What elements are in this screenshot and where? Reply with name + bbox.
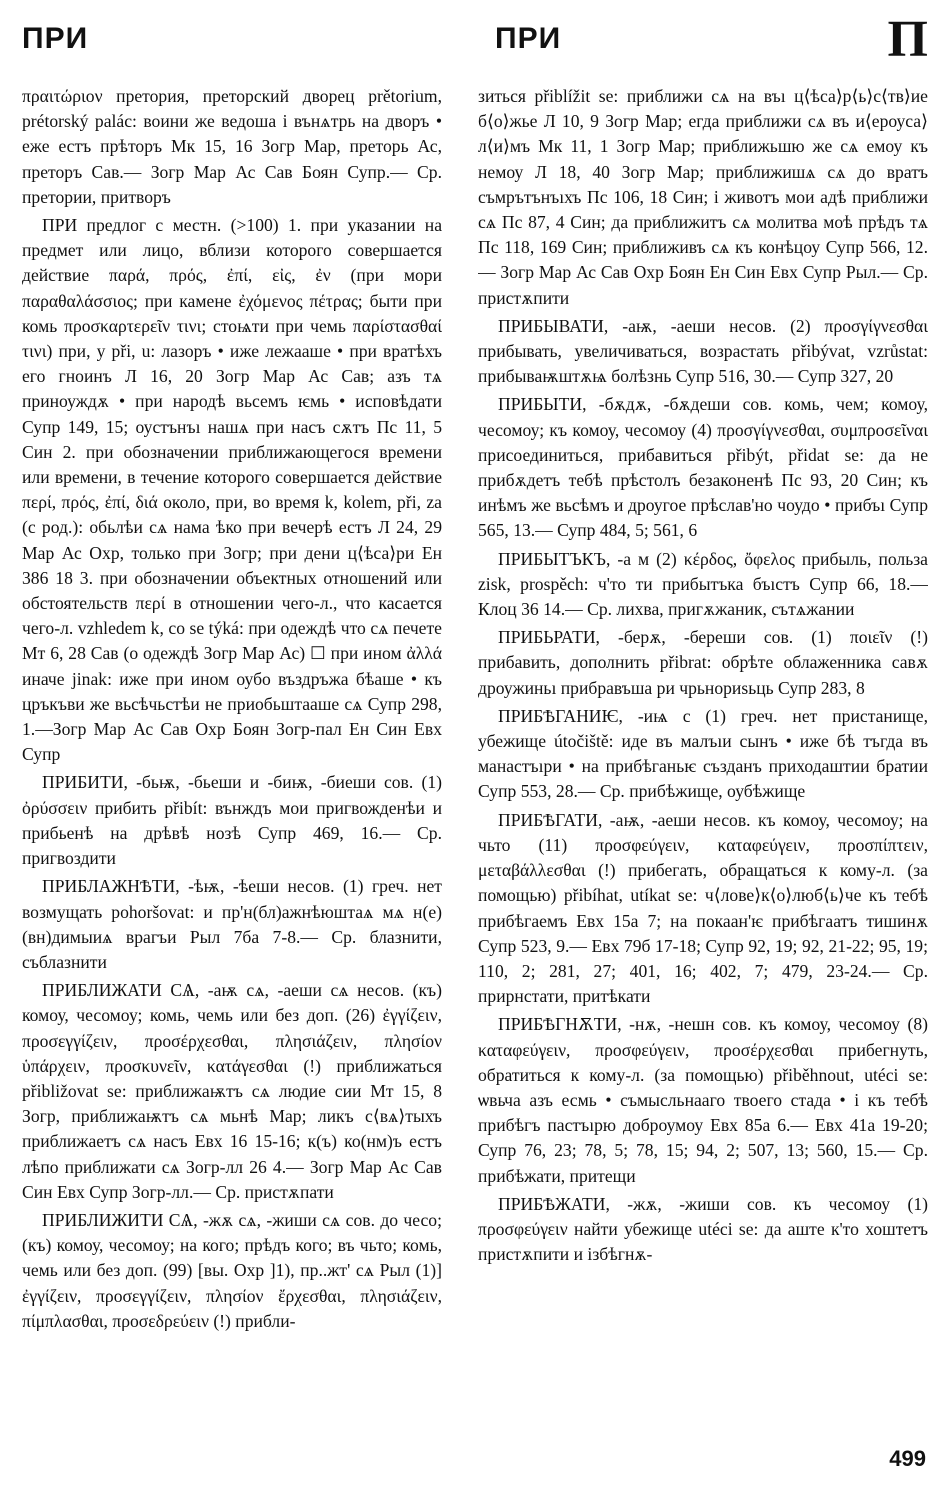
- running-head-left: ПРИ: [22, 22, 89, 55]
- left-column: [22, 84, 442, 1454]
- dictionary-entry: ПРИБЛАЖНѢТИ, -ѣѭ, -ѣеши несов. (1) греч. нет возмущать pohoršovat: и пр'н(бл)ажнѣюштаѧ мѧ н(е) (вн)димыиѧ врагъи Рыл 7ба 7-8.— Ср. блазнити, съблазнити: [22, 876, 442, 972]
- dictionary-entry: ПРИБЛИЖИТИ СѦ, -жѫ сѧ, -жиши сѧ сов. до чесо; (къ) комоу, чесомоу; на кого; прѣдъ кого; въ чьто; комь, чемь или без доп. (99) [вы. Охр ]1), пр..жт' сѧ Рыл (1)] ἐγγίζειν, προσεγγίζειν, πλησίον ἔρχεσθαι, πλησιάζειν, πίμπλασθαι, προσεδρεύειν (!) прибли-: [22, 1209, 442, 1331]
- dictionary-entry: πραιτώριον претория, преторский дворец prětorium, prétorský palác: воини же ведоша і вънѧтрь на дворъ • еже естъ прѣторъ Мк 15, 16 Зогр Мар, преторь Ас, преторъ Сав.— Зогр Мар Ас Сав Боян Супр.— Ср. претории, притворъ: [22, 86, 442, 207]
- running-head-middle: ПРИ: [495, 22, 562, 55]
- right-column: [478, 84, 928, 1454]
- dictionary-entry: ПРИБѢЖАТИ, -жѫ, -жиши сов. къ чесомоу (1) προσφεύγειν найти убежище utéci se: да аште к'то хоштетъ пристѫпити и ізбѣгнѫ-: [478, 1193, 928, 1265]
- dictionary-entry: ПРИБЬРАТИ, -берѫ, -береши сов. (1) ποιεῖν (!) прибавить, дополнить přibrat: обрѣте облаженника савѫ дроужиньı прибравъша ри чрьнориѕьць Супр 283, 8: [478, 627, 928, 698]
- dictionary-entry: зиться přiblížit se: приближи сѧ на въı ц⟨ѣса⟩р⟨ь⟩с⟨тв⟩ие б⟨о⟩жье Л 10, 9 Зогр Мар; егда приближи сѧ въ и⟨ероуса⟩л⟨и⟩мъ Мк 11, 1 Зогр Мар; приближьшю же сѧ емоу къ немоу Л 18, 40 Зогр Мар; приближишѧ сѧ до вратъ съмрътънъıхъ Пс 106, 18 Син; і животъ мои адѣ приближи сѧ Пс 87, 4 Син; да приближитъ сѧ молитва моѣ прѣдъ тѧ Пс 118, 169 Син; приближивъ сѧ къ конѣцоу Супр 566, 12.— Зогр Мар Ас Сав Охр Боян Ен Син Евх Супр Рыл.— Ср. пристѫпити: [478, 86, 928, 308]
- dictionary-entry: ПРИБЫТИ, -бѫдѫ, -бѫдеши сов. комь, чем; комоу, чесомоу; къ комоу, чесомоу (4) προσγίγνεσθαι, συμπροσεῖναι присоединиться, прибавиться přibýt, přidat se: да не прибѫдетъ тебѣ прѣстолъ безаконенѣ Пс 93, 20 Син; къ инѣмъ же вьсѣмъ и дроугое прѣслав'но чоудо • прибъı Супр 565, 13.— Супр 484, 5; 561, 6: [478, 394, 928, 541]
- dictionary-entry: ПРИБЫВАТИ, -аѭ, -аеши несов. (2) προσγίγνεσθαι прибывать, увеличиваться, возрастать přibývat, vzrůstat: прибываѭштѫѩ болѣзнь Супр 516, 30.— Супр 327, 20: [478, 315, 928, 387]
- dictionary-entry: ПРИБѢГАТИ, -аѭ, -аеши несов. къ комоу, чесомоу; на чьто (11) προσφεύγειν, καταφεύγειν, προσπίπτειν, μεταβάλλεσθαι (!) прибегать, обращаться к кому-л. (за помощью) přibíhat, utíkat se: ч⟨лове⟩к⟨о⟩люб⟨ь⟩че къ тебѣ прибѣгаемъ Евх 15а 7; на покаан'ѥ прибѣгаатъ тишинѫ Супр 523, 9.— Евх 79б 17-18; Супр 92, 19; 92, 21-22; 95, 19; 110, 2; 281, 27; 401, 16; 402, 7; 479, 23-24.— Ср. прирнстати, притѣкати: [478, 809, 928, 1007]
- dictionary-entry: ПРИБИТИ, -бьѭ, -бьеши и -биѭ, -биеши сов. (1) ὀρύσσειν прибить přibít: вънждъ мои пригвожденѣи и прибьенѣ на дрѣвѣ нозѣ Супр 469, 16.— Ср. пригвоздити: [22, 772, 442, 869]
- dictionary-entry: ПРИБѢГАНИѤ, -иѩ с (1) греч. нет пристанище, убежище útočiště: иде въ малъıи сынъ • иже бѣ тъгда въ манастъıри • на прибѣганьѥ създанъ приходаштии братии Супр 553, 28.— Ср. прибѣжище, оубѣжище: [478, 705, 928, 802]
- dictionary-entry: ПРИБѢГНѪТИ, -нѫ, -нешн сов. къ комоу, чесомоу (8) καταφεύγειν, προσφεύγειν, προσέρχεσθαι прибегнуть, обратиться к кому-л. (за помощью) přiběhnout, utéci se: ѡвьча азъ есмь • съмысльнааго твоего стада • і къ тебѣ прибѣгъ пастъıрю доброумоу Евх 85а 6.— Евх 41а 19-20; Супр 76, 23; 78, 5; 78, 15; 94, 2; 507, 13; 560, 15.— Ср. прибѣжати, притещи: [478, 1014, 928, 1186]
- dictionary-entry: ПРИ предлог с местн. (>100) 1. при указании на предмет или лицо, вблизи которого совершается действие παρά, πρός, ἐπί, εἰς, ἐν (при мори παραθαλάσσιος; при камене ἐχόμενος πέτρας; быти при комь προσκαρτερεῖν τινι; стоѩти при чемь παρίστασθαί τινι) при, у při, u: лазоръ • иже лежааше • при вратѣхъ его гноинъ Л 16, 20 Зогр Мар Ас Сав; азъ тѧ приноуждѫ • при народѣ вьсемъ ѥмь • исповѣдати Супр 149, 15; оустънъı нашѧ при насъ сѫтъ Пс 11, 5 Син 2. при обозначении приближающегося времени или времени, в течение которого совершается действие περί, πρός, ἐπί, διά около, при, во время k, kolem, při, za (с род.): обьлѣи сѧ нама ѣко при вечерѣ естъ Л 24, 29 Мар Ас Охр, только при Зогр; при дени ц⟨ѣса⟩ри Ен 386 18 3. при обозначении объектных отношений или обстоятельств περί в отношении чего-л., что касается чего-л. vzhledem k, co se týká: при одеждѣ что сѧ печете Мт 6, 28 Сав (о одеждѣ Зогр Мар Ас) ☐ при ином ἀλλά иначе jinak: иже при ином оубо въздръжа бѣаше • къ цръкъви же вьсѣчьстѣи не приобьштааше сѧ Супр 298, 1.—Зогр Мар Ас Сав Охр Боян Зогр-пал Ен Син Евх Супр: [22, 215, 442, 765]
- page-number: 499: [889, 1446, 926, 1471]
- section-letter: П: [887, 11, 928, 68]
- dictionary-entry: ПРИБЛИЖАТИ СѦ, -аѭ сѧ, -аеши сѧ несов. (къ) комоу, чесомоу; комь, чемь или без доп. (26) ἐγγίζειν, προσεγγίζειν, προσέρχεσθαι, πλησιάζειν, πλησίον ὑπάρχειν, προσκυνεῖν, κατάγεσθαι (!) приближаться přibližovat se: приближаѭтъ сѧ людие сии Мт 15, 8 Зогр, приближаѭтъ сѧ мьнѣ Мар; ликъ с⟨вѧ⟩тыхъ приближаетъ сѧ насъ Евх 16 15-16; к(ъ) ко(нм)ъ естъ лѣпо приближати сѧ Зогр-лл 26 4.— Зогр Мар Ас Сав Син Евх Супр Зогр-лл.— Ср. пристѫпати: [22, 980, 442, 1202]
- dictionary-entry: ПРИБЫТЪКЪ, -а м (2) κέρδος, ὄφελος прибыль, польза zisk, prospěch: ч'то ти прибытъка бъıстъ Супр 66, 18.— Клоц 36 14.— Ср. лихва, пригѫжаник, сътѧжании: [478, 548, 928, 620]
